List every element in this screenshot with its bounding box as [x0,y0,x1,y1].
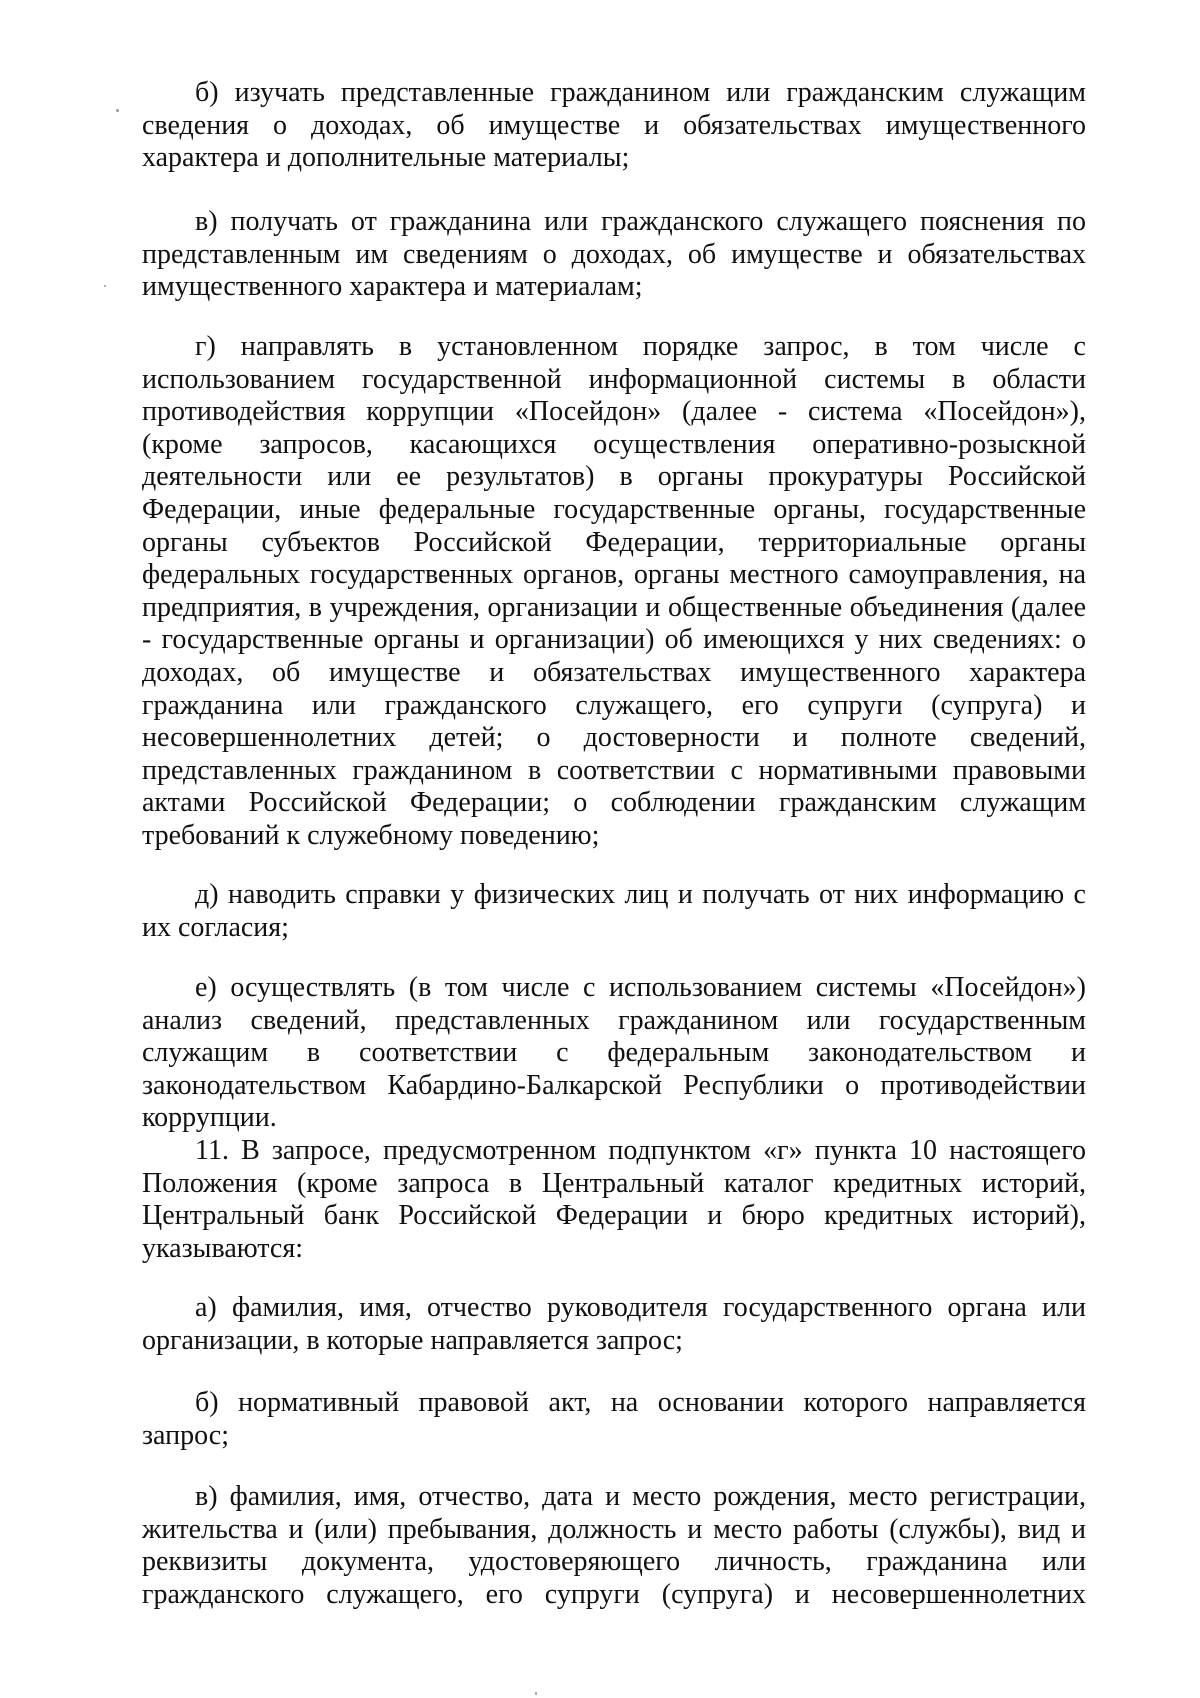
paragraph-text: в) получать от гражданина или гражданского служащего пояснения по представленным им сведениям о доходах, об имуществе и обязательствах имущественного характера и материалам; [142,206,1086,303]
paragraph-text: б) изучать представленные гражданином или гражданским служащим сведения о доходах, об имуществе и обязательствах имущественного характера и дополнительные материалы; [142,77,1086,174]
paragraph-text: б) нормативный правовой акт, на основании которого направляется запрос; [142,1387,1086,1451]
paragraph-g [142,331,1086,853]
scan-speck [116,109,119,112]
paragraph-b [142,77,1086,175]
paragraph-a [142,1292,1086,1357]
scan-speck [104,285,106,287]
paragraph-d [142,879,1086,944]
paragraph-text: а) фамилия, имя, отчество руководителя государственного органа или организации, в которые направляется запрос; [142,1292,1086,1356]
paragraph-e [142,972,1086,1265]
paragraph-v [142,206,1086,304]
paragraph-b-second [142,1387,1086,1452]
paragraph-text: в) фамилия, имя, отчество, дата и место рождения, место регистрации, жительства и (или) пребывания, должность и место работы (службы), вид и реквизиты документа, удостоверяющего личность, гражданина или гражданского служащего, его супруги (супруга) и несовершеннолетних [142,1481,1086,1610]
scan-speck [535,1692,537,1695]
clause-11-text: 11. В запросе, предусмотренном подпунктом «г» пункта 10 настоящего Положения (кроме запроса в Центральный каталог кредитных историй, Центральный банк Российской Федерации и бюро кредитных историй), указываются: [142,1134,1086,1264]
paragraph-text: г) направлять в установленном порядке запрос, в том числе с использованием государственной информационной системы в области противодействия коррупции «Посейдон» (далее - система «Посейдон»), (кроме запросов, касающихся осуществления оперативно-розыскной деятельности или ее результатов) в органы прокуратуры Российской Федерации, иные федеральные государственные органы, государственные органы субъектов Российской Федерации, территориальные органы федеральных государственных органов, органы местного самоуправления, на предприятия, в учреждения, организации и общественные объединения (далее - государственные органы и организации) об имеющихся у них сведениях: о доходах, об имуществе и обязательствах имущественного характера гражданина или гражданского служащего, его супруги (супруга) и несовершеннолетних детей; о достоверности и полноте сведений, представленных гражданином в соответствии с нормативными правовыми актами Российской Федерации; о соблюдении гражданским служащим требований к служебному поведению; [142,331,1086,851]
paragraph-v-second [142,1481,1086,1611]
paragraph-text: д) наводить справки у физических лиц и получать от них информацию с их согласия; [142,879,1086,943]
paragraph-text: е) осуществлять (в том числе с использованием системы «Посейдон») анализ сведений, представленных гражданином или государственным служащим в соответствии с федеральным законодательством и законодательством Кабардино-Балкарской Республики о противодействии коррупции. [142,972,1086,1134]
